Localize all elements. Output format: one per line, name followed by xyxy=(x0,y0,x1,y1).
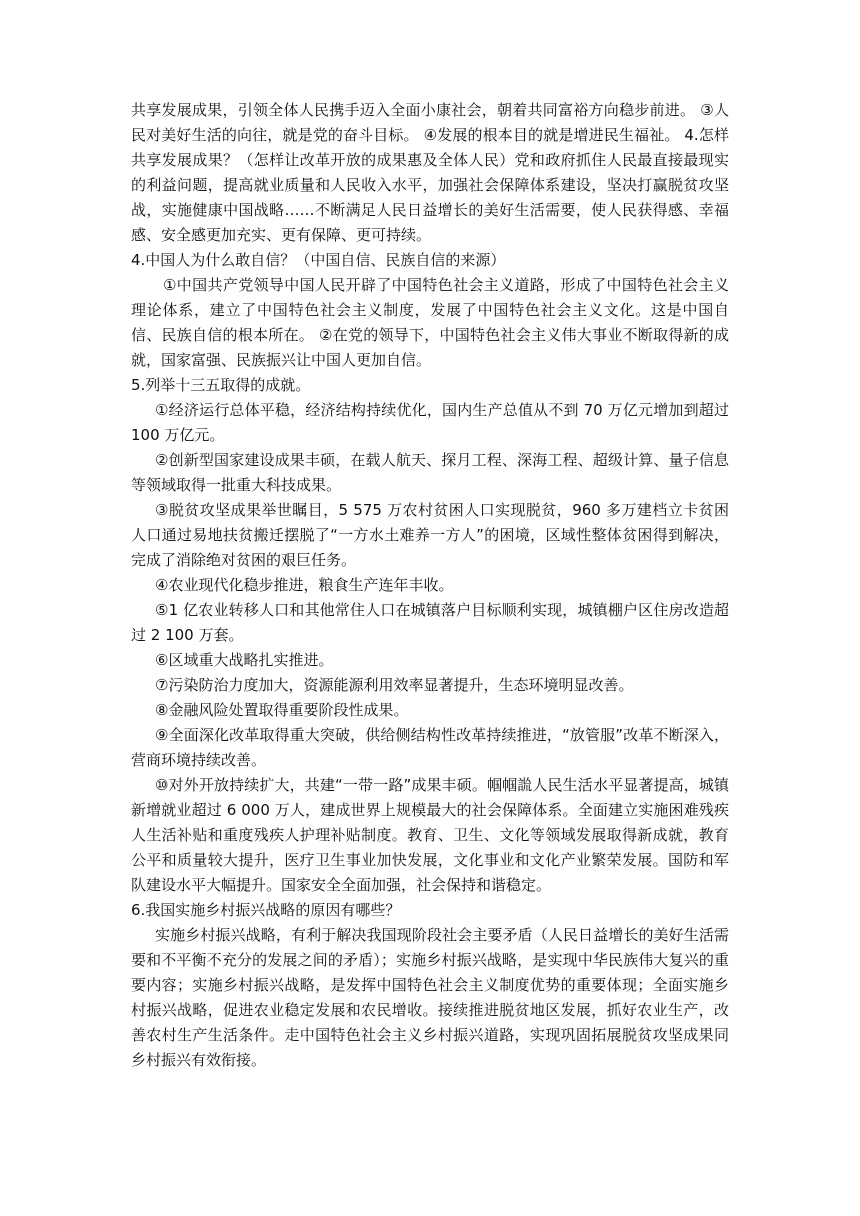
list-item: ③脱贫攻坚成果举世瞩目，5 575 万农村贫困人口实现脱贫，960 多万建档立卡贫困人口通过易地扶贫搬迁摆脱了“一方水土难养一方人”的困境，区域性整体贫困得到解决，完成了消除绝对贫困的艰巨任务。 xyxy=(131,501,729,569)
list-item: ⑤1 亿农业转移人口和其他常住人口在城镇落户目标顺利实现，城镇棚户区住房改造超过 2 100 万套。 xyxy=(131,601,729,644)
list-item: ①经济运行总体平稳，经济结构持续优化，国内生产总值从不到 70 万亿元增加到超过 100 万亿元。 xyxy=(131,401,729,444)
list-item: ⑩对外开放持续扩大，共建“一带一路”成果丰硕。帼帼詤人民生活水平显著提高，城镇新增就业超过 6 000 万人，建成世界上规模最大的社会保障体系。全面建立实施困难残疾人生活补贴和重度残疾人护理补贴制度。教育、卫生、文化等领域发展取得新成就，教育公平和质量较大提升，医疗卫生事业加快发展，文化事业和文化产业繁荣发展。国防和军队建设水平大幅提升。国家安全全面加强，社会保持和谐稳定。 xyxy=(131,776,729,894)
list-item: ②创新型国家建设成果丰硕，在载人航天、探月工程、深海工程、超级计算、量子信息等领域取得一批重大科技成果。 xyxy=(131,451,729,494)
document-body xyxy=(131,98,729,1073)
list-item: ⑧金融风险处置取得重要阶段性成果。 xyxy=(155,701,409,719)
heading-rural-revitalization: 6.我国实施乡村振兴战略的原因有哪些？ xyxy=(131,901,401,919)
paragraph-confidence-source: ①中国共产党领导中国人民开辟了中国特色社会主义道路，形成了中国特色社会主义理论体系，建立了中国特色社会主义制度，发展了中国特色社会主义文化。这是中国自信、民族自信的根本所在。 ②在党的领导下，中国特色社会主义伟大事业不断取得新的成就，国家富强、民族振兴让中国人更加自信。 xyxy=(131,276,729,369)
list-item: ⑦污染防治力度加大，资源能源利用效率显著提升，生态环境明显改善。 xyxy=(155,676,634,694)
list-item: ⑨全面深化改革取得重大突破，供给侧结构性改革持续推进，“放管服”改革不断深入，营商环境持续改善。 xyxy=(131,726,729,769)
list-item: ④农业现代化稳步推进，粮食生产连年丰收。 xyxy=(155,576,454,594)
heading-chinese-confidence: 4.中国人为什么敢自信？（中国自信、民族自信的来源） xyxy=(131,251,506,269)
heading-13th-five-year-achievements: 5.列举十三五取得的成就。 xyxy=(131,376,311,394)
paragraph-shared-development: 共享发展成果，引领全体人民携手迈入全面小康社会，朝着共同富裕方向稳步前进。 ③人民对美好生活的向往，就是党的奋斗目标。 ④发展的根本目的就是增进民生福祉。 4.怎样共享发展成果？（怎样让改革开放的成果惠及全体人民）党和政府抓住人民最直接最现实的利益问题，提高就业质量和人民收入水平，加强社会保障体系建设，坚决打赢脱贫攻坚战，实施健康中国战略……不断满足人民日益增长的美好生活需要，使人民获得感、幸福感、安全感更加充实、更有保障、更可持续。 xyxy=(131,101,729,244)
list-item: ⑥区域重大战略扎实推进。 xyxy=(155,651,334,669)
paragraph-rural-revitalization: 实施乡村振兴战略，有利于解决我国现阶段社会主要矛盾（人民日益增长的美好生活需要和不平衡不充分的发展之间的矛盾）；实施乡村振兴战略，是实现中华民族伟大复兴的重要内容；实施乡村振兴战略，是发挥中国特色社会主义制度优势的重要体现；全面实施乡村振兴战略，促进农业稳定发展和农民增收。接续推进脱贫地区发展，抓好农业生产，改善农村生产生活条件。走中国特色社会主义乡村振兴道路，实现巩固拓展脱贫攻坚成果同乡村振兴有效衔接。 xyxy=(131,926,729,1069)
